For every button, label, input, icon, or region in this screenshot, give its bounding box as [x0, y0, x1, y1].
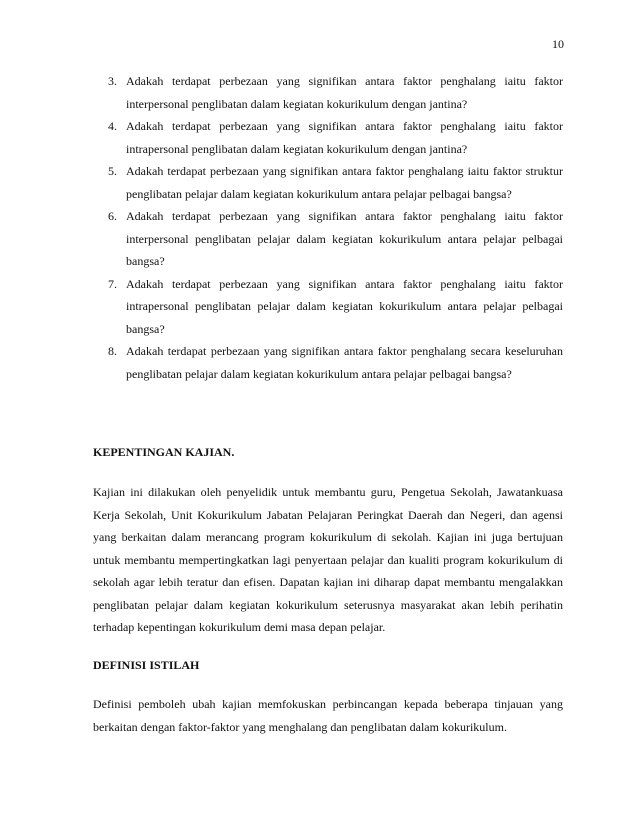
question-text: Adakah terdapat perbezaan yang signifikan antara faktor penghalang iaitu faktor intrapersonal penglibatan dalam kegiatan kokurikulum dengan jantina?: [126, 119, 563, 156]
question-item: [93, 70, 563, 115]
question-number: 8.: [108, 344, 117, 358]
question-text: Adakah terdapat perbezaan yang signifikan antara faktor penghalang iaitu faktor struktur penglibatan pelajar dalam kegiatan kokurikulum antara pelajar pelbagai bangsa?: [126, 164, 563, 201]
question-number: 5.: [108, 164, 117, 178]
question-text: Adakah terdapat perbezaan yang signifikan antara faktor penghalang iaitu faktor interpersonal penglibatan pelajar dalam kegiatan kokurikulum antara pelajar pelbagai bangsa?: [126, 209, 563, 268]
question-text: Adakah terdapat perbezaan yang signifikan antara faktor penghalang secara keseluruhan penglibatan pelajar dalam kegiatan kokurikulum antara pelajar pelbagai bangsa?: [126, 344, 563, 381]
question-item: [93, 115, 563, 160]
question-number: 3.: [108, 74, 117, 88]
page-number: 10: [552, 37, 564, 51]
kepentingan-paragraph: Kajian ini dilakukan oleh penyelidik untuk membantu guru, Pengetua Sekolah, Jawatankuasa Kerja Sekolah, Unit Kokurikulum Jabatan Pelajaran Peringkat Daerah dan Negeri, dan agensi yang berkaitan dalam merancang program kokurikulum di sekolah. Kajian ini juga bertujuan untuk membantu mempertingkatkan lagi penyertaan pelajar dan kualiti program kokurikulum di sekolah agar lebih teratur dan efisen. Dapatan kajian ini diharap dapat membantu mengalakkan penglibatan pelajar dalam kegiatan kokurikulum seterusnya masyarakat akan lebih perihatin terhadap kepentingan kokurikulum demi masa depan pelajar.: [93, 485, 563, 634]
question-item: [93, 340, 563, 385]
question-text: Adakah terdapat perbezaan yang signifikan antara faktor penghalang iaitu faktor intrapersonal penglibatan pelajar dalam kegiatan kokurikulum antara pelajar pelbagai bangsa?: [126, 276, 563, 336]
question-item: [93, 205, 563, 273]
definisi-paragraph: Definisi pemboleh ubah kajian memfokuskan perbincangan kepada beberapa tinjauan yang berkaitan dengan faktor-faktor yang menghalang dan penglibatan dalam kokurikulum.: [93, 697, 563, 734]
question-number: 4.: [108, 119, 117, 133]
kepentingan-heading: KEPENTINGAN KAJIAN.: [93, 445, 235, 459]
definisi-heading: DEFINISI ISTILAH: [93, 658, 200, 672]
question-number: 7.: [108, 276, 117, 291]
question-number: 6.: [108, 209, 117, 223]
question-text: Adakah terdapat perbezaan yang signifikan antara faktor penghalang iaitu faktor interpersonal penglibatan dalam kegiatan kokurikulum dengan jantina?: [126, 74, 563, 111]
research-questions-list: [93, 70, 563, 385]
question-item: [93, 160, 563, 205]
question-item: [93, 273, 563, 341]
